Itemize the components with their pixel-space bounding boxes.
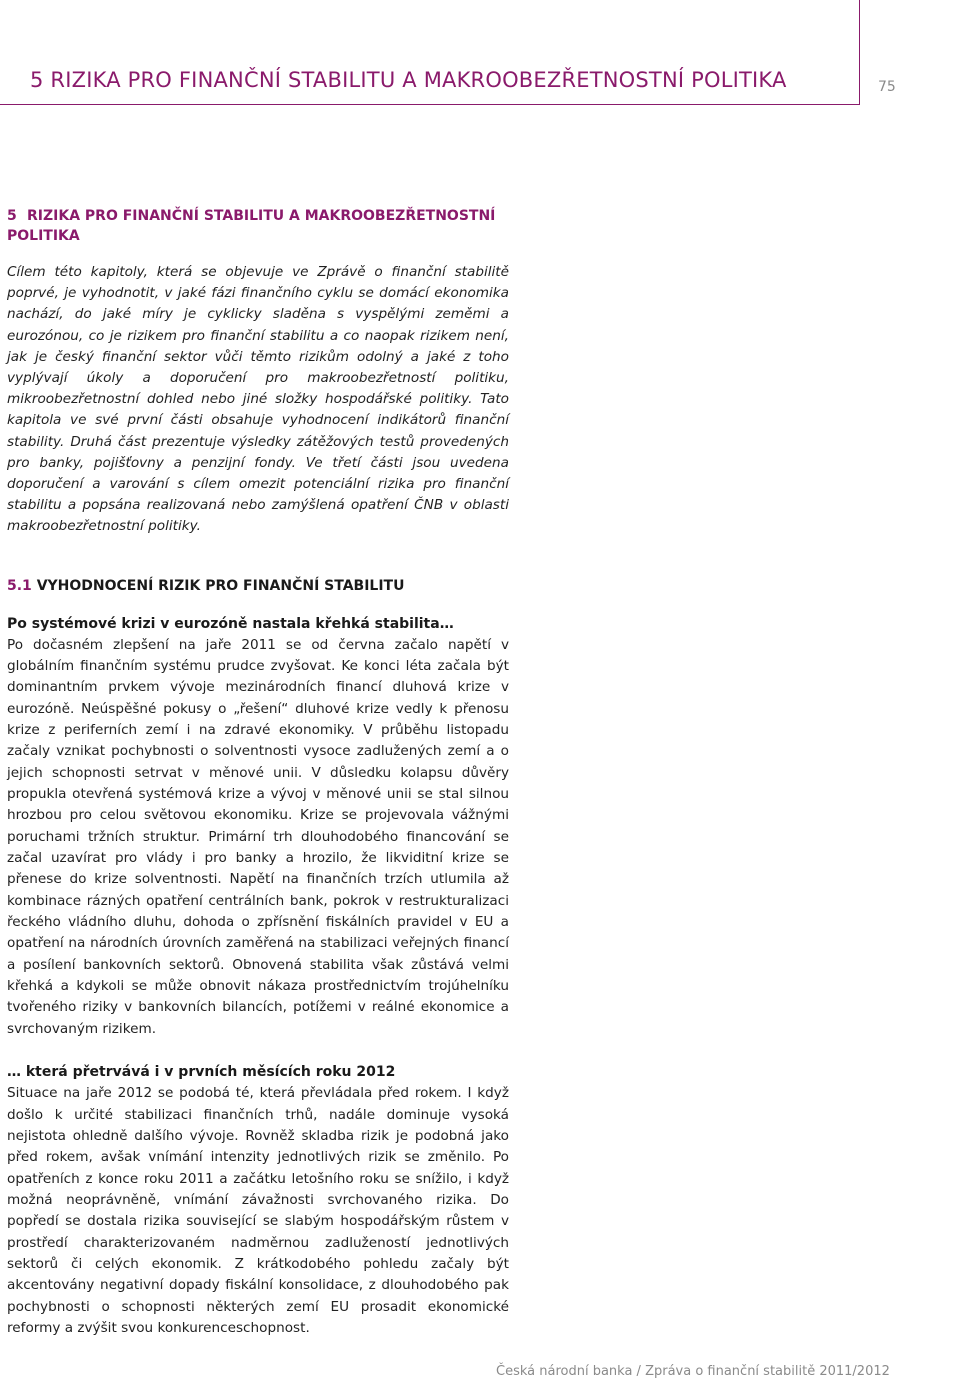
header-horizontal-rule bbox=[0, 104, 860, 105]
chapter-number: 5 bbox=[7, 208, 17, 224]
header-vertical-rule bbox=[859, 0, 860, 104]
section-heading bbox=[7, 576, 509, 596]
page-number: 75 bbox=[878, 79, 896, 95]
subsection-heading-2: … která přetrvává i v prvních měsících roku 2012 bbox=[7, 1064, 396, 1081]
chapter-heading bbox=[7, 206, 509, 246]
section-number: 5.1 bbox=[7, 577, 32, 594]
subsection-text-2: Situace na jaře 2012 se podobá té, která převládala před rokem. I když došlo k určité stabilizaci finančních trhů, nadále dominuje vysoká nejistota ohledně dalšího vývoje. Rovněž skladba rizik je podobná jako před rokem, avšak vnímání intenzity jednotlivých rizik se změnilo. Po opatřeních z konce roku 2011 a začátku letošního roku se snížilo, i když možná neoprávněně, vnímání závažnosti svrchovaného rizika. Do popředí se dostala rizika související se slabým hospodářským růstem v prostředí charakterizovaném nadměrnou zadlužeností jednotlivých sektorů či celých ekonomik. Z krátkodobého pohledu začaly být akcentovány negativní dopady fiskální konsolidace, z dlouhodobého pak pochybnosti o schopnosti některých zemí EU prosadit ekonomické reformy a zvýšit svou konkurenceschopnost. bbox=[7, 1085, 509, 1336]
main-content bbox=[7, 206, 509, 1361]
subsection-text-1: Po dočasném zlepšení na jaře 2011 se od června začalo napětí v globálním finančním systému prudce zvyšovat. Ke konci léta začala být dominantním prvkem vývoje mezinárodních financí dluhová krize v eurozóně. Neúspěšné pokusy o „řešení“ dluhové krize vedly k přenosu krize z periferních zemí i na zdravé ekonomiky. V průběhu listopadu začaly vznikat pochybnosti o solventnosti vysoce zadlužených zemí a o jejich schopnosti setrvat v měnové unii. V důsledku kolapsu důvěry propukla otevřená systémová krize a vývoj v měnové unii se stal silnou hrozbou pro celou světovou ekonomiku. Krize se projevovala vážnými poruchami tržních struktur. Primární trh dlouhodobého financování se začal uzavírat pro vlády i pro banky a hrozilo, že likviditní krize se přenese do krize solventnosti. Napětí na finančních trzích utlumila až kombinace rázných opatření centrálních bank, pokrok v restrukturalizaci řeckého vládního dluhu, dohoda o zpřísnění fiskálních pravidel v EU a opatření na národních úrovních zaměřená na stabilizaci veřejných financí a posílení bankovních sektorů. Obnovená stabilita však zůstává velmi křehká a kdykoli se může obnovit nákaza prostřednictvím trojúhelníku tvořeného riziky v bankovních bilancích, potížemi v reálné ekonomice a svrchovaným rizikem. bbox=[7, 636, 509, 1037]
chapter-title: RIZIKA PRO FINANČNÍ STABILITU A MAKROOBEZŘETNOSTNÍ POLITIKA bbox=[7, 208, 496, 244]
page-footer: Česká národní banka / Zpráva o finanční stabilitě 2011/2012 bbox=[496, 1364, 890, 1379]
chapter-intro: Cílem této kapitoly, která se objevuje ve Zprávě o finanční stabilitě poprvé, je vyhodnotit, v jaké fázi finančního cyklu se domácí ekonomika nachází, do jaké míry je cyklicky sladěna s vyspělými zeměmi a eurozónou, co je rizikem pro finanční stabilitu a co naopak rizikem není, jak je český finanční sektor vůči těmto rizikům odolný a jaké z toho vyplývají úkoly a doporučení pro makroobezřetností politiku, mikroobezřetnostní dohled nebo jiné složky hospodářské politiky. Tato kapitola ve své první části obsahuje vyhodnocení indikátorů finanční stability. Druhá část prezentuje výsledky zátěžových testů provedených pro banky, pojišťovny a penzijní fondy. Ve třetí části jsou uvedena doporučení a varování s cílem omezit potenciální rizika pro finanční stabilitu a popsána realizovaná nebo zamýšlená opatření ČNB v oblasti makroobezřetnostní politiky. bbox=[7, 264, 509, 535]
subsection-heading-1: Po systémové krizi v eurozóně nastala křehká stabilita… bbox=[7, 615, 454, 632]
section-title: VYHODNOCENÍ RIZIK PRO FINANČNÍ STABILITU bbox=[36, 577, 405, 594]
running-header-title: 5 RIZIKA PRO FINANČNÍ STABILITU A MAKROOBEZŘETNOSTNÍ POLITIKA bbox=[30, 68, 787, 92]
